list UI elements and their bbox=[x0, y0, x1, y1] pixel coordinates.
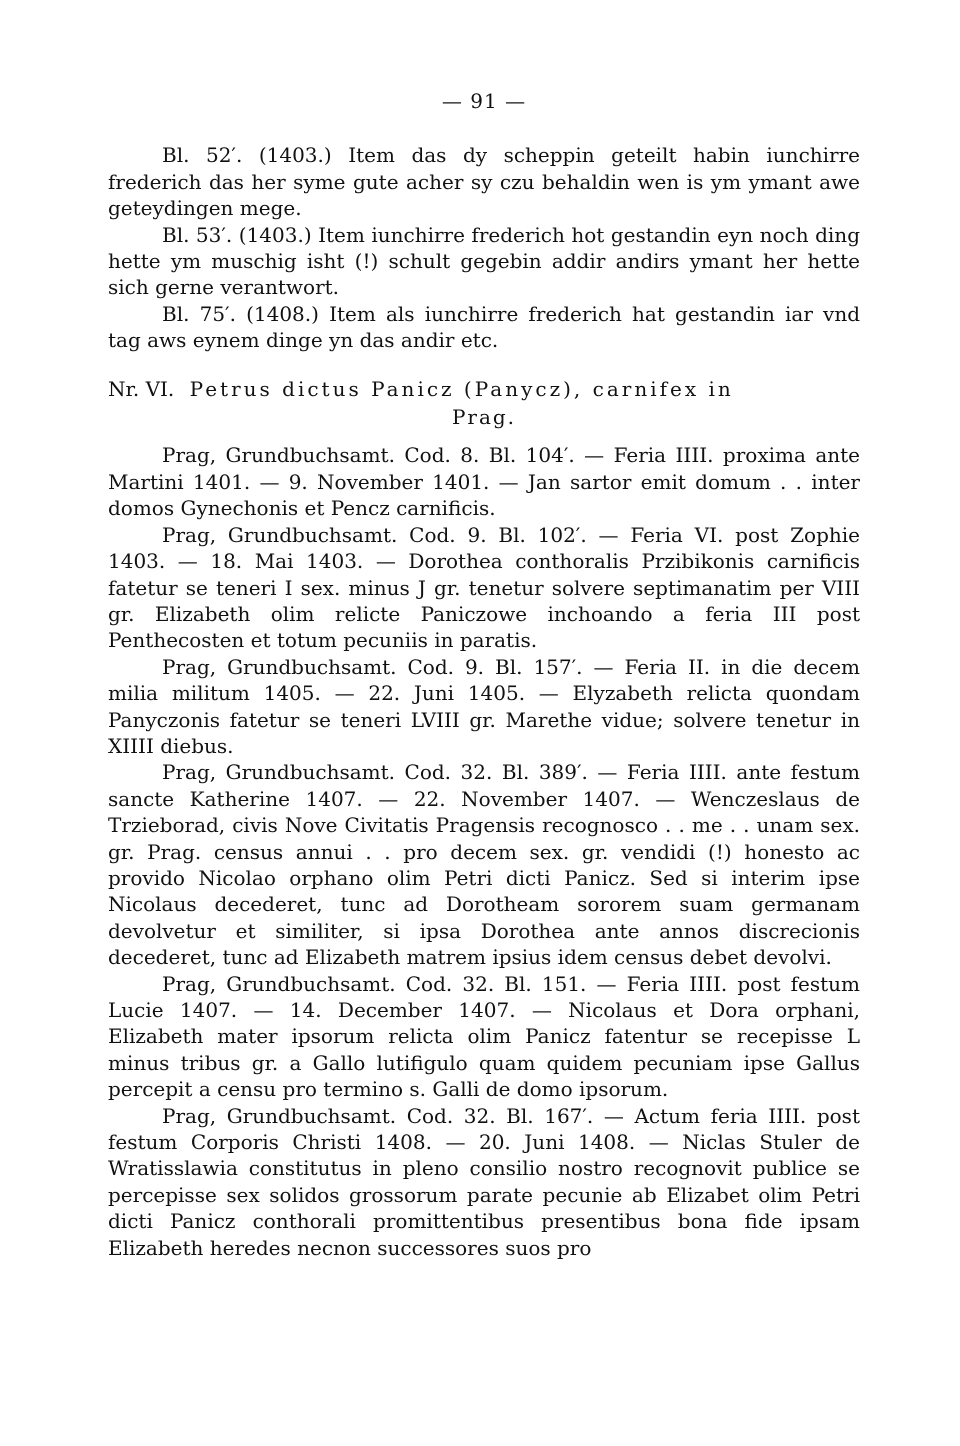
paragraph: Prag, Grundbuchsamt. Cod. 9. Bl. 157′. — Feria II. in die decem milia militum 1405. — 22. Juni 1405. — Elyzabeth relicta quondam Panyczonis fatetur se teneri LVIII gr. Marethe vidue; solvere tenetur in XIIII diebus. bbox=[108, 654, 860, 758]
paragraph: Bl. 75′. (1408.) Item als iunchirre frederich hat gestandin iar vnd tag aws eynem dinge yn das andir etc. bbox=[108, 301, 860, 353]
spacer bbox=[108, 354, 860, 376]
paragraph: Prag, Grundbuchsamt. Cod. 8. Bl. 104′. — Feria IIII. proxima ante Martini 1401. — 9. November 1401. — Jan sartor emit domum . . inter domos Gynechonis et Pencz carnificis. bbox=[108, 443, 860, 521]
section-place: Prag. bbox=[451, 405, 517, 430]
paragraph: Prag, Grundbuchsamt. Cod. 32. Bl. 151. — Feria IIII. post festum Lucie 1407. — 14. December 1407. — Nicolaus et Dora orphani, Elizabeth mater ipsorum relicta olim Panicz fatentur se recepisse L minus tribus gr. a Gallo lutifigulo quam quidem pecuniam ipse Gallus percepit a censu pro termino s. Galli de domo ipsorum. bbox=[108, 971, 860, 1102]
paragraph: Bl. 53′. (1403.) Item iunchirre frederich hot gestandin eyn noch ding hette ym muschig isht (!) schult gegebin addir andirs ymant her hette sich gerne verantwort. bbox=[108, 222, 860, 300]
page-number: — 91 — bbox=[441, 89, 527, 113]
section-title: Petrus dictus Panicz (Panycz), carnifex in bbox=[189, 376, 734, 401]
section-number: Nr. VI. bbox=[108, 376, 175, 401]
paragraph: Bl. 52′. (1403.) Item das dy scheppin geteilt habin iunchirre frederich das her syme gute acher sy czu behaldin wen is ym ymant awe geteydingen mege. bbox=[108, 143, 860, 221]
paragraph: Prag, Grundbuchsamt. Cod. 9. Bl. 102′. — Feria VI. post Zophie 1403. — 18. Mai 1403. — Dorothea conthoralis Przibikonis carnificis fatetur se teneri I sex. minus J gr. tenetur solvere septimanatim per VIII gr. Elizabeth olim relicte Paniczowe inchoando a feria III post Penthecosten et totum pecuniis in paratis. bbox=[108, 522, 860, 653]
paragraph: Prag, Grundbuchsamt. Cod. 32. Bl. 167′. — Actum feria IIII. post festum Corporis Christi 1408. — 20. Juni 1408. — Niclas Stuler de Wratisslawia constitutus in pleno consilio nostro recognovit publice se percepisse sex solidos grossorum parate pecunie ab Elizabet olim Petri dicti Panicz conthorali promittentibus presentibus bona fide ipsam Elizabeth heredes necnon successores suos pro bbox=[108, 1103, 860, 1260]
paragraph: Prag, Grundbuchsamt. Cod. 32. Bl. 389′. — Feria IIII. ante festum sancte Katherine 1407. — 22. November 1407. — Wenczeslaus de Trzieborad, civis Nove Civitatis Pragensis recognosco . . me . . unam sex. gr. Prag. census annui . . pro decem sex. gr. vendidi (!) honesto ac provido Nicolao orphano olim Petri dicti Panicz. Sed si interim ipse Nicolaus decederet, tunc ad Dorotheam sororem suam germanam devolvetur et similiter, si ipsa Dorothea ante annos discrecionis decederet, tunc ad Elizabeth matrem ipsius idem census debet devolvi. bbox=[108, 760, 860, 970]
section-heading bbox=[108, 376, 860, 402]
document-page bbox=[108, 88, 860, 1261]
